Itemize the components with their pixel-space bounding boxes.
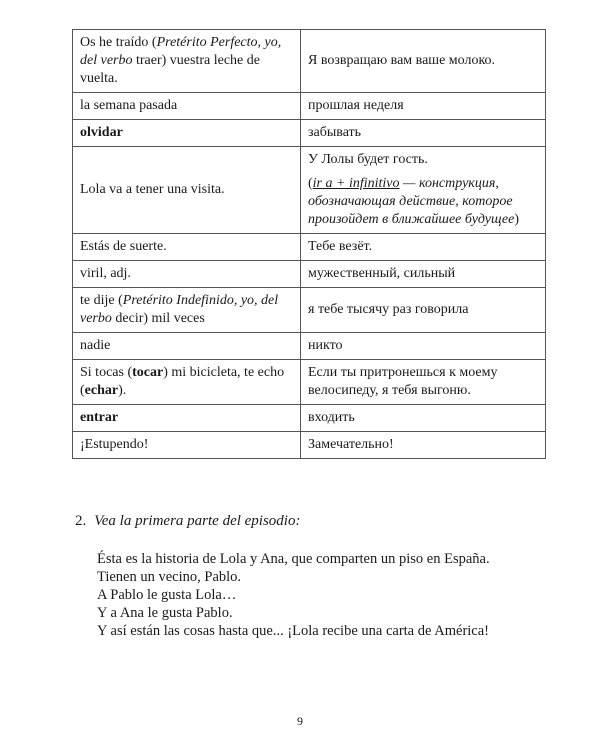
grammar-note	[308, 175, 538, 229]
russian-cell	[301, 120, 546, 147]
page-number: 9	[297, 714, 303, 728]
translation-text	[308, 265, 538, 283]
text-run: Pretérito Indefinido, yo, del verbo	[80, 293, 279, 326]
text-run: забывать	[308, 125, 362, 140]
russian-cell	[301, 261, 546, 288]
spanish-cell	[73, 432, 301, 459]
translation-text	[308, 52, 538, 70]
russian-cell	[301, 288, 546, 333]
text-run: — конструкция, обозначающая действие, которое произойдет в ближайшее будущее	[308, 176, 515, 227]
russian-cell	[301, 333, 546, 360]
translation-text	[308, 436, 538, 454]
text-run: Os he traído (	[80, 35, 157, 50]
text-run: te dije (	[80, 293, 123, 308]
spanish-cell	[73, 333, 301, 360]
russian-cell	[301, 234, 546, 261]
translation-text	[308, 124, 538, 142]
vocabulary-row	[73, 333, 546, 360]
translation-text	[308, 238, 538, 256]
text-run: мужественный, сильный	[308, 266, 456, 281]
text-run: olvidar	[80, 125, 123, 140]
translation-text	[308, 409, 538, 427]
task-instruction: Vea la primera parte del episodio:	[94, 513, 301, 529]
vocabulary-row	[73, 405, 546, 432]
text-run: Lola va a tener una visita.	[80, 182, 225, 197]
text-run: Estás de suerte.	[80, 239, 167, 254]
text-run: ¡Estupendo!	[80, 437, 149, 452]
vocabulary-row	[73, 30, 546, 93]
russian-cell	[301, 93, 546, 120]
translation-text	[308, 151, 538, 169]
task-heading	[75, 513, 300, 530]
story-line: Ésta es la historia de Lola y Ana, que comparten un piso en España.	[97, 551, 490, 567]
text-run: traer) vuestra leche de vuelta.	[80, 53, 260, 86]
text-run: (	[308, 176, 313, 191]
text-run: )	[514, 212, 520, 227]
story-line: A Pablo le gusta Lola…	[97, 587, 237, 603]
text-run: viril, adj.	[80, 266, 131, 281]
translation-text	[308, 364, 538, 400]
text-run: входить	[308, 410, 355, 425]
russian-cell	[301, 405, 546, 432]
text-run: Замечательно!	[308, 437, 394, 452]
spanish-cell	[73, 93, 301, 120]
vocabulary-row	[73, 93, 546, 120]
vocabulary-row	[73, 147, 546, 234]
text-run: ).	[118, 383, 127, 398]
text-run: entrar	[80, 410, 119, 425]
story-line: Tienen un vecino, Pablo.	[97, 569, 242, 585]
text-run: ir a + infinitivo	[312, 176, 400, 191]
spanish-cell	[73, 30, 301, 93]
spanish-cell	[73, 360, 301, 405]
translation-text	[308, 301, 538, 319]
text-run: ) mi bicicleta, te echo (	[80, 365, 285, 398]
spanish-cell	[73, 234, 301, 261]
spanish-cell	[73, 405, 301, 432]
translation-text	[308, 337, 538, 355]
text-run: прошлая неделя	[308, 98, 404, 113]
text-run: decir) mil veces	[111, 311, 205, 326]
russian-cell	[301, 30, 546, 93]
story-line: Y así están las cosas hasta que... ¡Lola recibe una carta de América!	[97, 623, 489, 639]
vocabulary-table-body	[73, 30, 546, 459]
spanish-cell	[73, 288, 301, 333]
spanish-cell	[73, 120, 301, 147]
text-run: У Лолы будет гость.	[308, 152, 428, 167]
russian-cell	[301, 360, 546, 405]
text-run: я тебе тысячу раз говорила	[308, 302, 469, 317]
vocabulary-row	[73, 360, 546, 405]
story-line: Y a Ana le gusta Pablo.	[97, 605, 233, 621]
task-number: 2.	[75, 513, 87, 529]
russian-cell	[301, 432, 546, 459]
vocabulary-table	[72, 29, 546, 459]
translation-text	[308, 97, 538, 115]
vocabulary-row	[73, 261, 546, 288]
text-run: никто	[308, 338, 343, 353]
spanish-cell	[73, 261, 301, 288]
text-run: Pretérito Perfecto, yo, del verbo	[80, 35, 282, 68]
text-run: Si tocas (	[80, 365, 133, 380]
vocabulary-row	[73, 120, 546, 147]
vocabulary-row	[73, 288, 546, 333]
spanish-cell	[73, 147, 301, 234]
vocabulary-row	[73, 432, 546, 459]
text-run: echar	[84, 383, 119, 398]
text-run: nadie	[80, 338, 111, 353]
text-run: la semana pasada	[80, 98, 178, 113]
vocabulary-row	[73, 234, 546, 261]
russian-cell	[301, 147, 546, 234]
text-run: tocar	[132, 365, 164, 380]
text-run: Я возвращаю вам ваше молоко.	[308, 53, 496, 68]
text-run: Если ты притронешься к моему велосипеду, я тебя выгоню.	[308, 365, 498, 398]
text-run: Тебе везёт.	[308, 239, 373, 254]
story-paragraph	[97, 550, 567, 640]
